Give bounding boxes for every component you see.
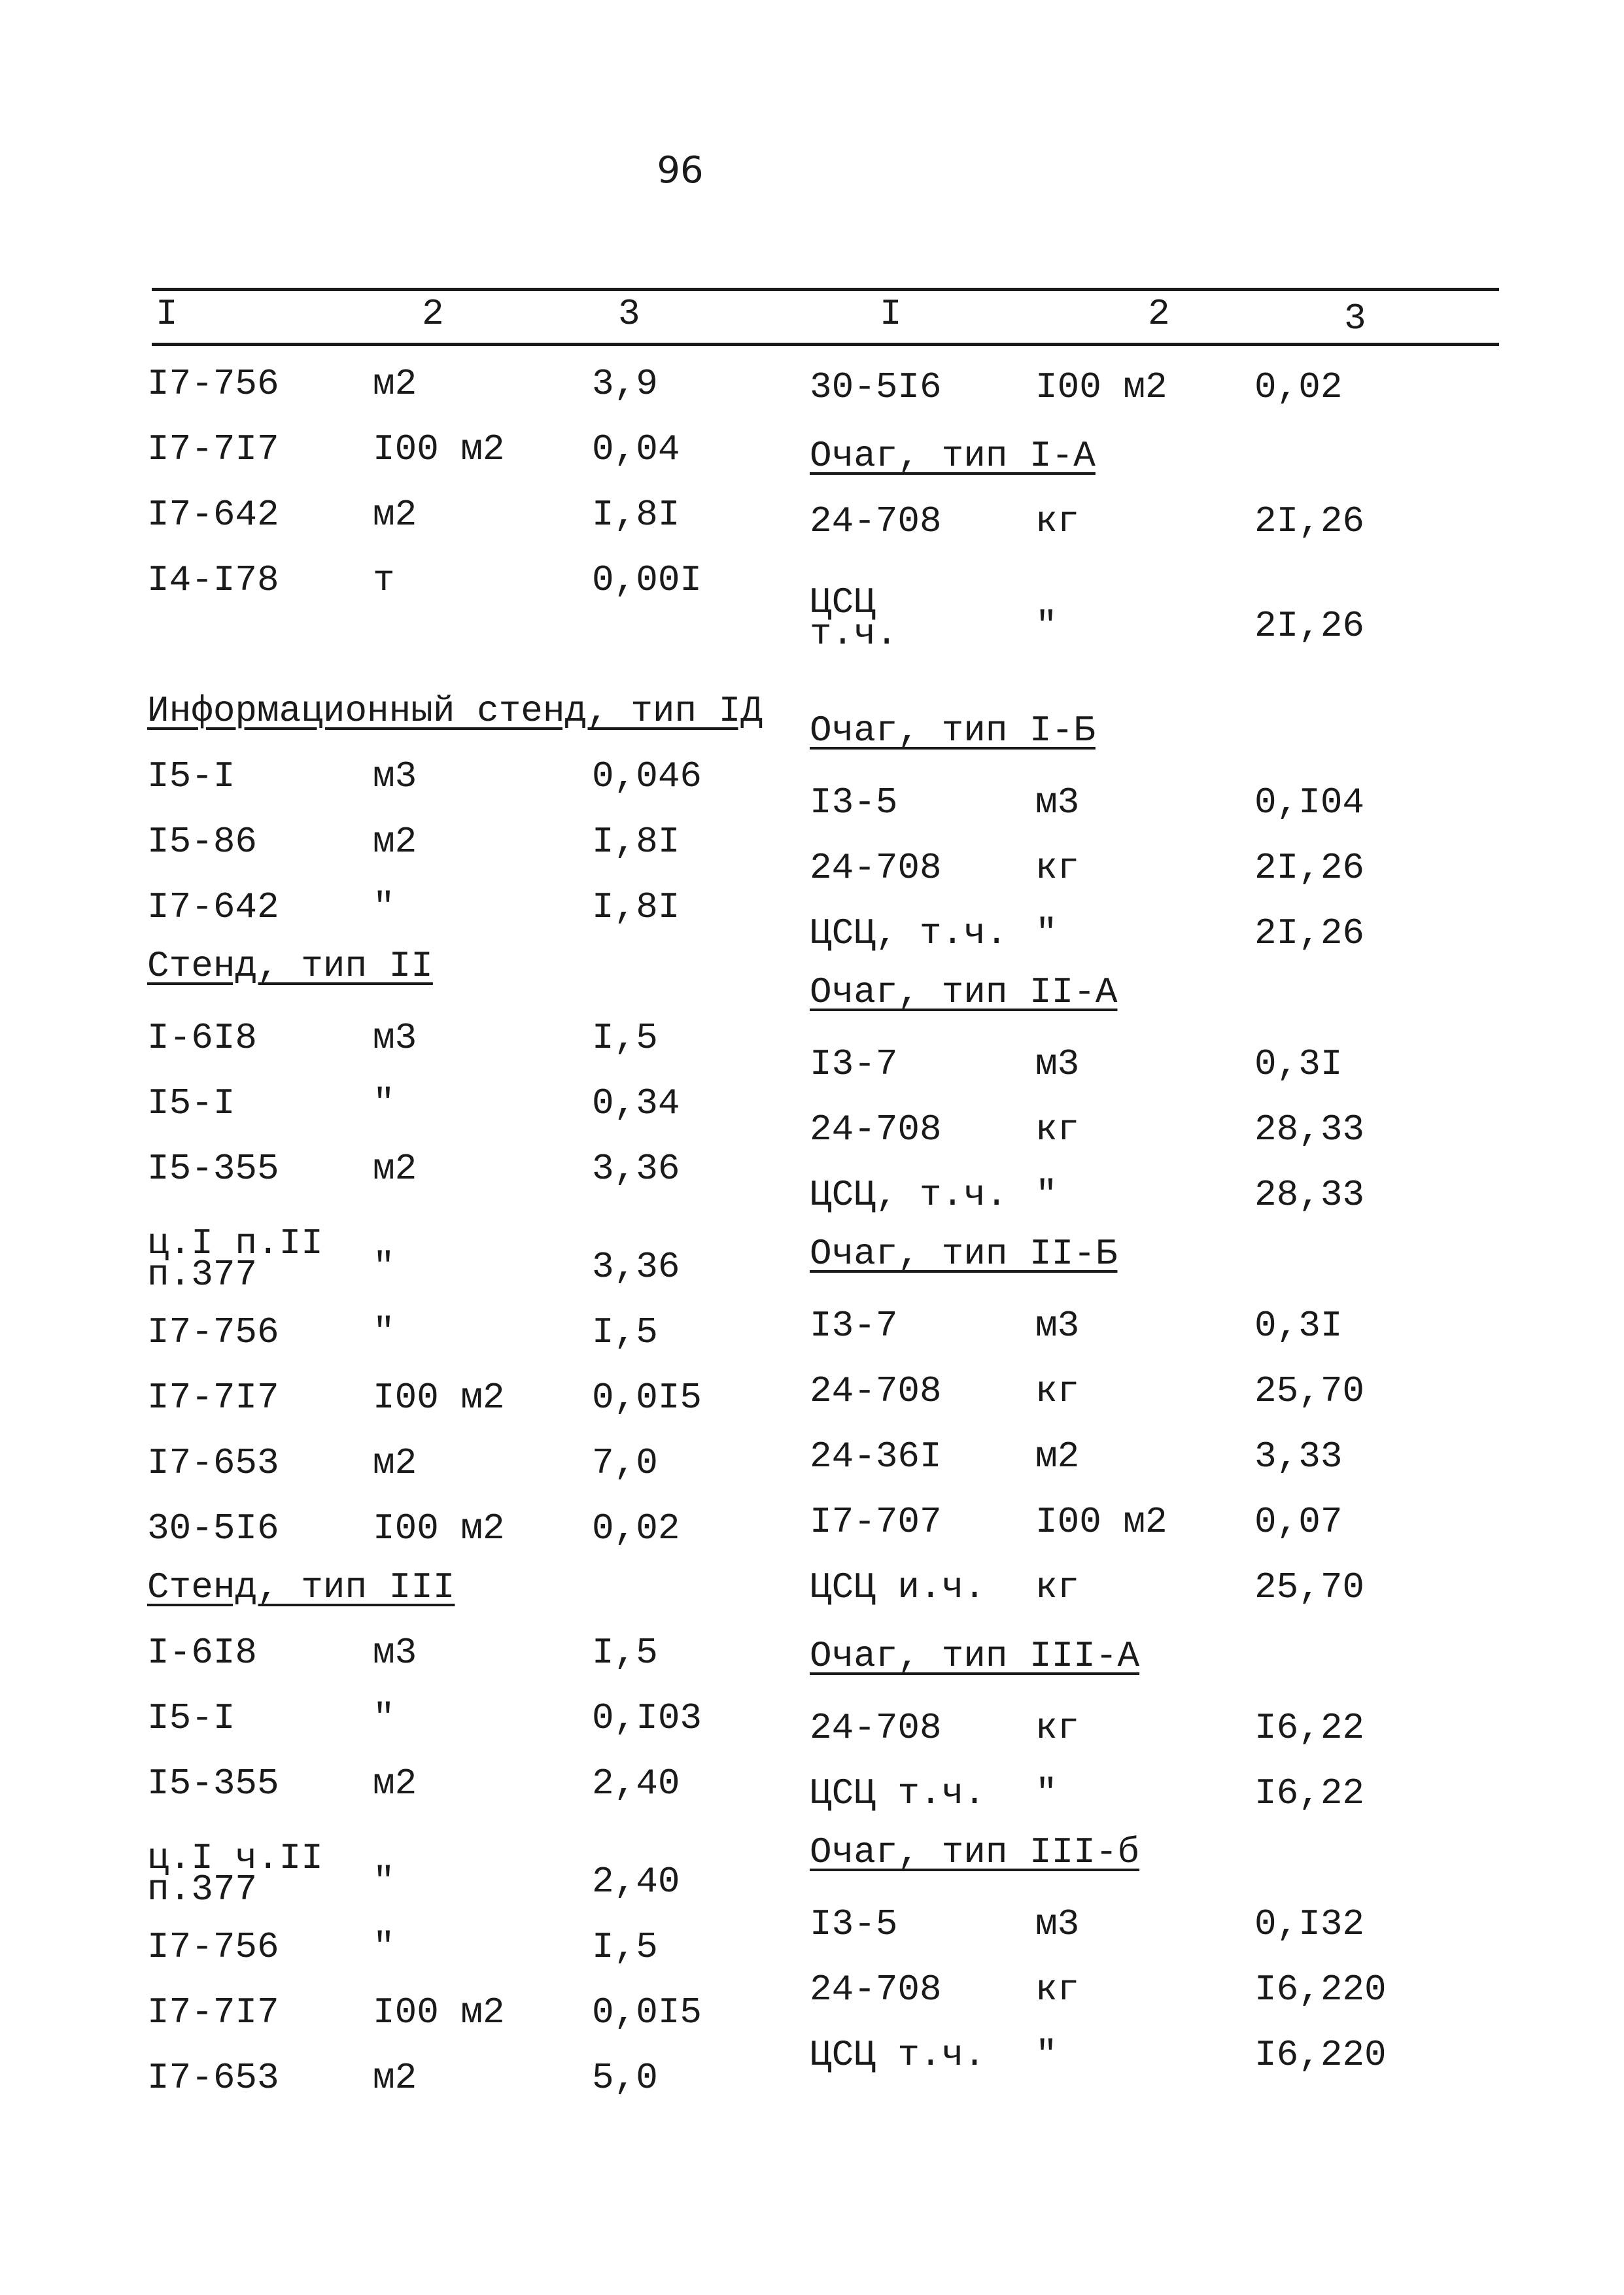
row-value: I,5	[592, 1632, 658, 1674]
row-unit: м2	[373, 1148, 417, 1190]
table-row	[810, 2034, 1516, 2080]
row-value: 28,33	[1254, 1174, 1365, 1216]
table-row	[810, 1707, 1516, 1753]
header-right-col-3: 3	[1344, 298, 1366, 339]
row-value: I6,22	[1254, 1707, 1365, 1749]
row-value: I6,22	[1254, 1772, 1365, 1814]
row-unit: "	[1035, 1772, 1058, 1814]
section-heading: Информационный стенд, тип IД	[147, 690, 763, 732]
section-heading: Очаг, тип III-б	[810, 1831, 1140, 1873]
table-row	[147, 1926, 854, 1972]
section-heading: Очаг, тип I-А	[810, 435, 1096, 477]
row-unit: м2	[373, 1763, 417, 1804]
row-code: 30-5I6	[810, 366, 942, 408]
row-code: I5-355	[147, 1763, 279, 1804]
row-value: I6,220	[1254, 1969, 1387, 2010]
row-unit: "	[1035, 2034, 1058, 2076]
table-row	[810, 366, 1516, 412]
row-value: 3,36	[592, 1148, 680, 1190]
row-code: I3-5	[810, 782, 898, 823]
row-unit: "	[1035, 912, 1058, 954]
table-row	[147, 1222, 854, 1296]
row-unit: "	[373, 1926, 395, 1968]
row-unit: "	[373, 1697, 395, 1739]
row-value: 2I,26	[1254, 847, 1365, 889]
row-value: 5,0	[592, 2057, 658, 2099]
row-value: 0,3I	[1254, 1043, 1343, 1085]
row-value: 0,07	[1254, 1501, 1343, 1543]
table-row	[147, 1763, 854, 1808]
row-value: 3,9	[592, 363, 658, 405]
row-unit: м3	[373, 1632, 417, 1674]
row-value: 25,70	[1254, 1566, 1365, 1608]
table-row	[147, 1148, 854, 1194]
row-value: 2I,26	[1254, 605, 1365, 647]
table-row	[147, 1632, 854, 1678]
row-unit: м2	[373, 363, 417, 405]
table-row	[147, 1992, 854, 2037]
row-code: 24-708	[810, 500, 942, 542]
table-row	[147, 1311, 854, 1357]
row-unit: м2	[1035, 1436, 1080, 1477]
row-code: 30-5I6	[147, 1508, 279, 1549]
row-unit: м2	[373, 1442, 417, 1484]
row-unit: I00 м2	[373, 1992, 505, 2033]
row-value: 0,I04	[1254, 782, 1365, 823]
row-unit: кг	[1035, 1109, 1080, 1150]
row-code: I7-756	[147, 1311, 279, 1353]
row-code: I5-I	[147, 1697, 235, 1739]
row-unit: "	[1035, 1174, 1058, 1216]
table-row	[810, 782, 1516, 827]
row-code: I5-I	[147, 755, 235, 797]
row-unit: м2	[373, 494, 417, 536]
table-row	[147, 2057, 854, 2103]
row-code: ЦСЦ и.ч.	[810, 1566, 986, 1608]
row-code: I5-355	[147, 1148, 279, 1190]
row-code: ЦСЦ, т.ч.	[810, 1174, 1008, 1216]
page-number: 96	[657, 149, 704, 192]
row-unit: м2	[373, 821, 417, 863]
table-row	[810, 1566, 1516, 1612]
row-value: 2I,26	[1254, 500, 1365, 542]
table-row	[810, 1109, 1516, 1154]
table-row	[810, 1772, 1516, 1818]
row-unit: "	[373, 1861, 395, 1903]
row-code: I7-707	[810, 1501, 942, 1543]
row-value: I,5	[592, 1311, 658, 1353]
table-row	[810, 847, 1516, 893]
row-unit: м3	[373, 1017, 417, 1059]
table-row	[147, 1837, 854, 1910]
row-unit: кг	[1035, 847, 1080, 889]
row-code: I7-756	[147, 1926, 279, 1968]
row-value: 0,02	[592, 1508, 680, 1549]
row-unit: "	[373, 1082, 395, 1124]
row-code: I7-7I7	[147, 428, 279, 470]
row-unit: "	[1035, 605, 1058, 647]
table-row	[810, 581, 1516, 655]
header-left-col-1: I	[156, 293, 178, 335]
row-unit: т	[373, 559, 395, 601]
right-column	[810, 0, 1516, 2076]
row-code: 24-708	[810, 1707, 942, 1749]
table-row	[147, 1508, 854, 1553]
row-value: 3,33	[1254, 1436, 1343, 1477]
row-unit: кг	[1035, 1566, 1080, 1608]
table-row	[810, 1903, 1516, 1949]
header-left-col-2: 2	[422, 293, 444, 335]
row-value: 0,3I	[1254, 1305, 1343, 1347]
table-row	[147, 1377, 854, 1423]
row-code: I7-653	[147, 1442, 279, 1484]
row-value: 0,I03	[592, 1697, 702, 1739]
row-value: 2,40	[592, 1763, 680, 1804]
row-unit: кг	[1035, 500, 1080, 542]
row-code: ЦСЦ т.ч.	[810, 2034, 986, 2076]
table-row	[810, 1436, 1516, 1481]
row-value: I,8I	[592, 886, 680, 928]
header-right-col-2: 2	[1148, 293, 1170, 335]
row-unit: кг	[1035, 1370, 1080, 1412]
row-code: 24-708	[810, 1109, 942, 1150]
table-row	[810, 1174, 1516, 1220]
row-value: 28,33	[1254, 1109, 1365, 1150]
table-row	[810, 1043, 1516, 1089]
row-value: 0,046	[592, 755, 702, 797]
row-code: I3-7	[810, 1043, 898, 1085]
row-unit: м3	[1035, 1043, 1080, 1085]
row-value: I,5	[592, 1017, 658, 1059]
row-code: I7-653	[147, 2057, 279, 2099]
row-value: 0,I32	[1254, 1903, 1365, 1945]
section-heading: Очаг, тип I-Б	[810, 710, 1096, 751]
table-row	[147, 559, 854, 605]
table-row	[147, 1442, 854, 1488]
row-value: 7,0	[592, 1442, 658, 1484]
table-row	[147, 363, 854, 409]
header-left-col-3: 3	[618, 293, 640, 335]
row-unit: м3	[1035, 1305, 1080, 1347]
row-code: I7-7I7	[147, 1992, 279, 2033]
row-code: 24-708	[810, 847, 942, 889]
row-code: I7-642	[147, 886, 279, 928]
section-heading: Очаг, тип II-Б	[810, 1233, 1118, 1275]
section-heading: Очаг, тип III-А	[810, 1635, 1140, 1677]
row-unit: "	[373, 886, 395, 928]
row-value: 2I,26	[1254, 912, 1365, 954]
table-row	[147, 755, 854, 801]
row-code: I3-5	[810, 1903, 898, 1945]
row-unit: "	[373, 1246, 395, 1288]
row-code: I7-7I7	[147, 1377, 279, 1419]
row-value: 0,04	[592, 428, 680, 470]
left-column	[147, 0, 854, 2099]
table-row	[147, 886, 854, 932]
row-value: 0,0I5	[592, 1377, 702, 1419]
table-row	[147, 428, 854, 474]
table-row	[810, 1501, 1516, 1547]
row-value: 3,36	[592, 1246, 680, 1288]
row-unit: кг	[1035, 1707, 1080, 1749]
section-heading: Стенд, тип III	[147, 1566, 455, 1608]
row-value: 0,0I5	[592, 1992, 702, 2033]
row-code: 24-36I	[810, 1436, 942, 1477]
row-value: 0,00I	[592, 559, 702, 601]
row-code: I4-I78	[147, 559, 279, 601]
row-unit: кг	[1035, 1969, 1080, 2010]
table-row	[147, 494, 854, 540]
row-code: 24-708	[810, 1370, 942, 1412]
row-code: ЦСЦ т.ч.	[810, 1772, 986, 1814]
row-code: I3-7	[810, 1305, 898, 1347]
table-row	[147, 1017, 854, 1063]
row-unit: м2	[373, 2057, 417, 2099]
table-row	[810, 1305, 1516, 1351]
section-heading: Очаг, тип II-А	[810, 971, 1118, 1013]
row-code: I-6I8	[147, 1632, 258, 1674]
row-value: I,5	[592, 1926, 658, 1968]
row-value: 0,34	[592, 1082, 680, 1124]
table-row	[810, 1370, 1516, 1416]
table-row	[810, 500, 1516, 546]
row-code: I7-756	[147, 363, 279, 405]
table-row	[810, 912, 1516, 958]
row-code: 24-708	[810, 1969, 942, 2010]
table-row	[147, 1082, 854, 1128]
row-value: I,8I	[592, 821, 680, 863]
row-unit: "	[373, 1311, 395, 1353]
row-code: ЦСЦ т.ч.	[810, 581, 898, 655]
row-code: I-6I8	[147, 1017, 258, 1059]
row-value: I6,220	[1254, 2034, 1387, 2076]
row-value: I,8I	[592, 494, 680, 536]
table-row	[147, 821, 854, 867]
row-unit: I00 м2	[1035, 366, 1167, 408]
row-value: 2,40	[592, 1861, 680, 1903]
row-code: ЦСЦ, т.ч.	[810, 912, 1008, 954]
row-unit: м3	[1035, 782, 1080, 823]
row-unit: м3	[1035, 1903, 1080, 1945]
row-value: 25,70	[1254, 1370, 1365, 1412]
row-value: 0,02	[1254, 366, 1343, 408]
row-code: I5-86	[147, 821, 258, 863]
row-code: ц.I п.II п.377	[147, 1222, 323, 1296]
row-unit: I00 м2	[1035, 1501, 1167, 1543]
row-code: I5-I	[147, 1082, 235, 1124]
section-heading: Стенд, тип II	[147, 945, 433, 987]
header-right-col-1: I	[880, 293, 902, 335]
row-unit: I00 м2	[373, 428, 505, 470]
table-row	[147, 1697, 854, 1743]
row-unit: I00 м2	[373, 1508, 505, 1549]
row-code: ц.I ч.II п.377	[147, 1837, 323, 1910]
row-code: I7-642	[147, 494, 279, 536]
row-unit: м3	[373, 755, 417, 797]
row-unit: I00 м2	[373, 1377, 505, 1419]
table-row	[810, 1969, 1516, 2014]
